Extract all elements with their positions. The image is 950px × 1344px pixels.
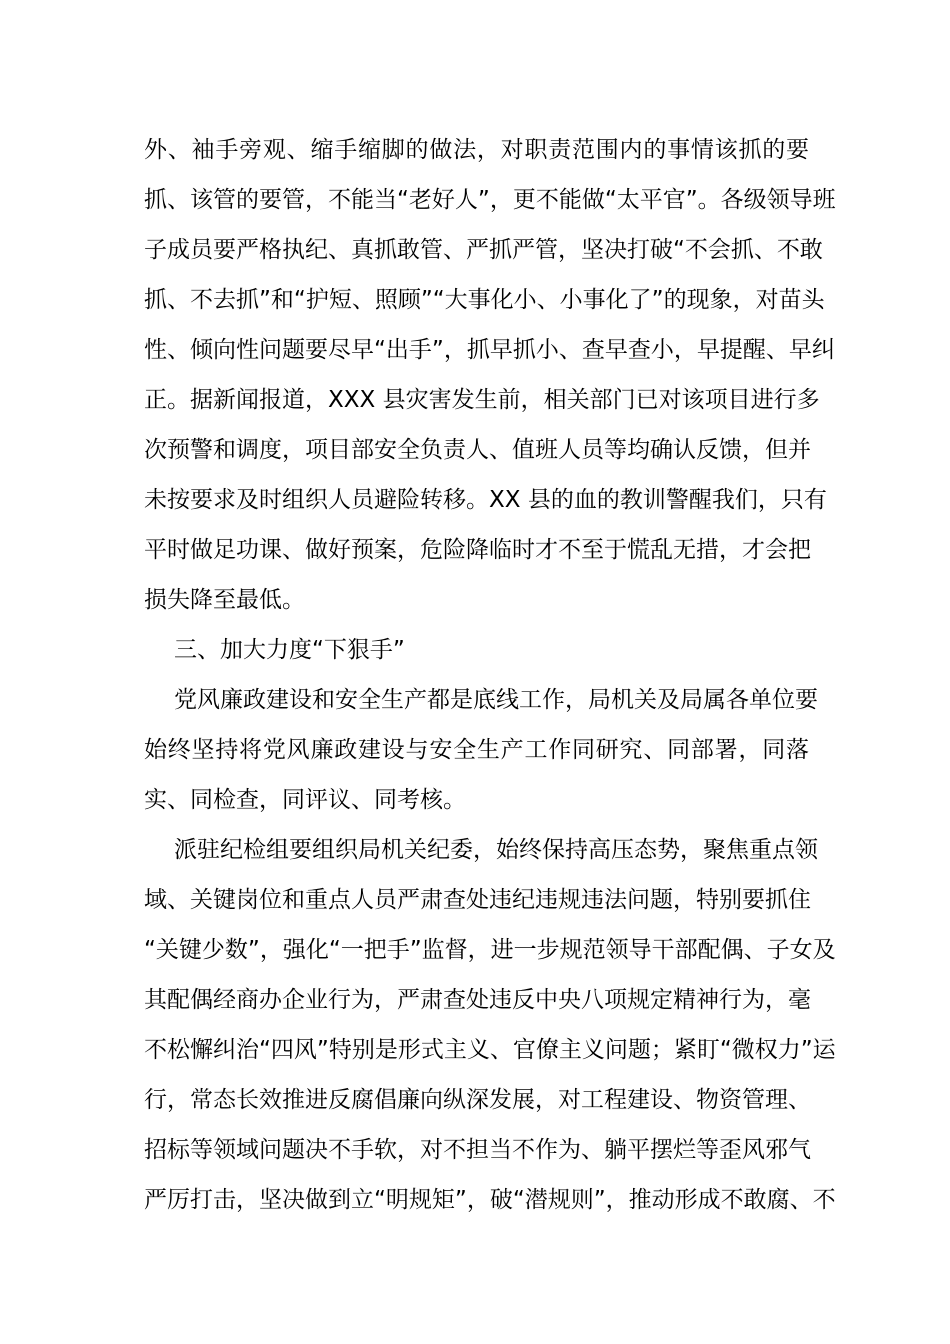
text-line: 次预警和调度，项目部安全负责人、值班人员等均确认反馈，但并 — [144, 437, 811, 463]
text-line: 抓、不去抓”和“护短、照顾”“大事化小、小事化了”的现象，对苗头 — [144, 287, 825, 313]
text-line: 不松懈纠治“四风”特别是形式主义、官僚主义问题；紧盯“微权力”运 — [144, 1037, 836, 1063]
text-line: 子成员要严格执纪、真抓敢管、严抓严管，坚决打破“不会抓、不敢 — [144, 237, 823, 263]
text-line: 性、倾向性问题要尽早“出手”，抓早抓小、查早查小，早提醒、早纠 — [144, 337, 835, 363]
text-line: 招标等领域问题决不手软，对不担当不作为、躺平摆烂等歪风邪气 — [144, 1137, 811, 1163]
text-line: 实、同检查，同评议、同考核。 — [144, 787, 466, 813]
text-line: 外、袖手旁观、缩手缩脚的做法，对职责范围内的事情该抓的要 — [144, 137, 809, 163]
text-line: 始终坚持将党风廉政建设与安全生产工作同研究、同部署，同落 — [144, 737, 809, 763]
text-line: “关键少数”，强化“一把手”监督，进一步规范领导干部配偶、子女及 — [144, 937, 836, 963]
text-line: 正。据新闻报道，XXX 县灾害发生前，相关部门已对该项目进行多 — [144, 387, 820, 413]
text-line: 平时做足功课、做好预案，危险降临时才不至于慌乱无措，才会把 — [144, 537, 811, 563]
text-line: 抓、该管的要管，不能当“老好人”，更不能做“太平官”。各级领导班 — [144, 187, 836, 213]
text-line: 行，常态长效推进反腐倡廉向纵深发展，对工程建设、物资管理、 — [144, 1087, 811, 1113]
text-line: 损失降至最低。 — [144, 587, 305, 613]
text-line: 域、关键岗位和重点人员严肃查处违纪违规违法问题，特别要抓住 — [144, 887, 811, 913]
text-line: 其配偶经商办企业行为，严肃查处违反中央八项规定精神行为，毫 — [144, 987, 811, 1013]
text-line: 党风廉政建设和安全生产都是底线工作，局机关及局属各单位要 — [174, 687, 818, 713]
text-line: 派驻纪检组要组织局机关纪委，始终保持高压态势，聚焦重点领 — [174, 837, 818, 863]
text-line: 严厉打击，坚决做到立“明规矩”，破“潜规则”，推动形成不敢腐、不 — [144, 1187, 836, 1213]
section-heading: 三、加大力度“下狠手” — [174, 637, 405, 663]
text-line: 未按要求及时组织人员避险转移。XX 县的血的教训警醒我们，只有 — [144, 487, 827, 513]
body-text — [144, 125, 836, 1225]
